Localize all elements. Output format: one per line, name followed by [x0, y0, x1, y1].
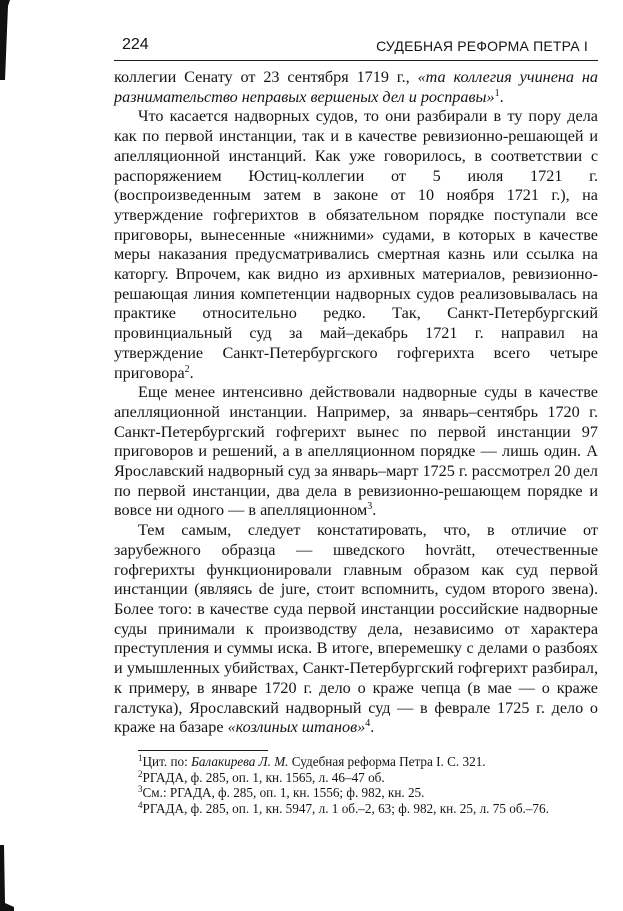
italic-quote: «козлиных штанов» [227, 718, 366, 737]
footnote-ref: 3 [367, 501, 373, 513]
scan-edge-mark-top [0, 0, 10, 80]
page-header [114, 34, 598, 61]
footnote [114, 754, 598, 770]
paragraph [114, 521, 598, 738]
footnote [114, 770, 598, 786]
paragraph [114, 383, 598, 521]
text-run: Что касается надворных судов, то они разбирали в ту пору дела как по первой инстанции, так и в качестве ревизионно-решающей и апелляционной инстанций. Как уже говорилось, в соответствии с распоряжением Юстиц-коллегии от 5 июля 1721 г. (воспроизведенным затем в законе от 10 ноября 1721 г.), на утверждение гофгерихтов в обязательном порядке поступали все приговоры, вынесенные «нижними» судами, в которых в качестве меры наказания предусматривались смертная казнь или ссылка на каторгу. Впрочем, как видно из архивных материалов, ревизионно-решающая линия компетенции надворных судов реализовывалась на практике относительно редко. Так, Санкт-Петербургский провинциальный суд за май–декабрь 1721 г. направил на утверждение Санкт-Петербургского гофгерихта всего четыре приговора [114, 107, 598, 382]
footnote-number: 3 [138, 784, 143, 795]
paragraph [114, 68, 598, 107]
body-text [114, 68, 598, 738]
italic-quote: «та коллегия учинена на разнимательство неправых вершеных дел и росправы» [114, 68, 598, 106]
footnote-number: 1 [138, 752, 143, 763]
text-run: . [372, 501, 377, 520]
footnote-ref: 4 [365, 718, 371, 730]
footnote-ref: 1 [494, 87, 500, 99]
footnote-separator [138, 750, 268, 751]
footnote-number: 4 [138, 799, 143, 810]
scan-edge-mark-bottom [0, 845, 14, 911]
text-run: коллегии Сенату от 23 сентября 1719 г., [114, 68, 418, 86]
text-run: Цит. по: [142, 753, 192, 769]
footnotes [114, 754, 598, 816]
footnote [114, 801, 598, 817]
text-run: РГАДА, ф. 285, оп. 1, кн. 1565, л. 46–47 об. [142, 769, 385, 785]
running-head: СУДЕБНАЯ РЕФОРМА ПЕТРА I [376, 38, 588, 54]
text-run: РГАДА, ф. 285, оп. 1, кн. 5947, л. 1 об.–2, 63; ф. 982, кн. 25, л. 75 об.–76. [142, 800, 549, 816]
text-run: . [370, 718, 375, 737]
text-run: Еще менее интенсивно действовали надворные суды в качестве апелляционной инстанции. Например, за январь–сентябрь 1720 г. Санкт-Петербургский гофгерихт вынес по первой инстанции 97 приговоров и решений, а в апелляционном порядке — лишь один. А Ярославский надворный суд за январь–март 1725 г. рассмотрел 20 дел по первой инстанции, два дела в ревизионно-решающем порядке и вовсе ни одного — в апелляционном [114, 383, 598, 520]
text-run: . [189, 363, 194, 382]
footnote [114, 785, 598, 801]
page-number: 224 [122, 36, 149, 53]
paragraph [114, 107, 598, 383]
text-run: См.: РГАДА, ф. 285, оп. 1, кн. 1556; ф. 982, кн. 25. [142, 785, 425, 801]
italic-quote: Балакирева Л. М. [191, 753, 289, 769]
text-run: Судебная реформа Петра I. С. 321. [288, 753, 486, 769]
book-page [114, 34, 598, 816]
text-run: Тем самым, следует констатировать, что, в отличие от зарубежного образца — шведского hovrätt, отечественные гофгерихты функционировали главным образом как суд первой инстанции (являясь de jure, стоит вспомнить, судом второго звена). Более того: в качестве суда первой инстанции российские надворные суды принимали к производству дела, независимо от характера преступления и суммы иска. В итоге, вперемешку с делами о разбоях и умышленных убийствах, Санкт-Петербургский гофгерихт разбирал, к примеру, в январе 1720 г. дело о краже чепца (в мае — о краже галстука), Ярославский надворный суд — в феврале 1725 г. дело о краже на базаре [114, 521, 598, 737]
footnote-number: 2 [138, 768, 143, 779]
text-run: . [499, 87, 504, 106]
footnote-ref: 2 [184, 363, 190, 375]
